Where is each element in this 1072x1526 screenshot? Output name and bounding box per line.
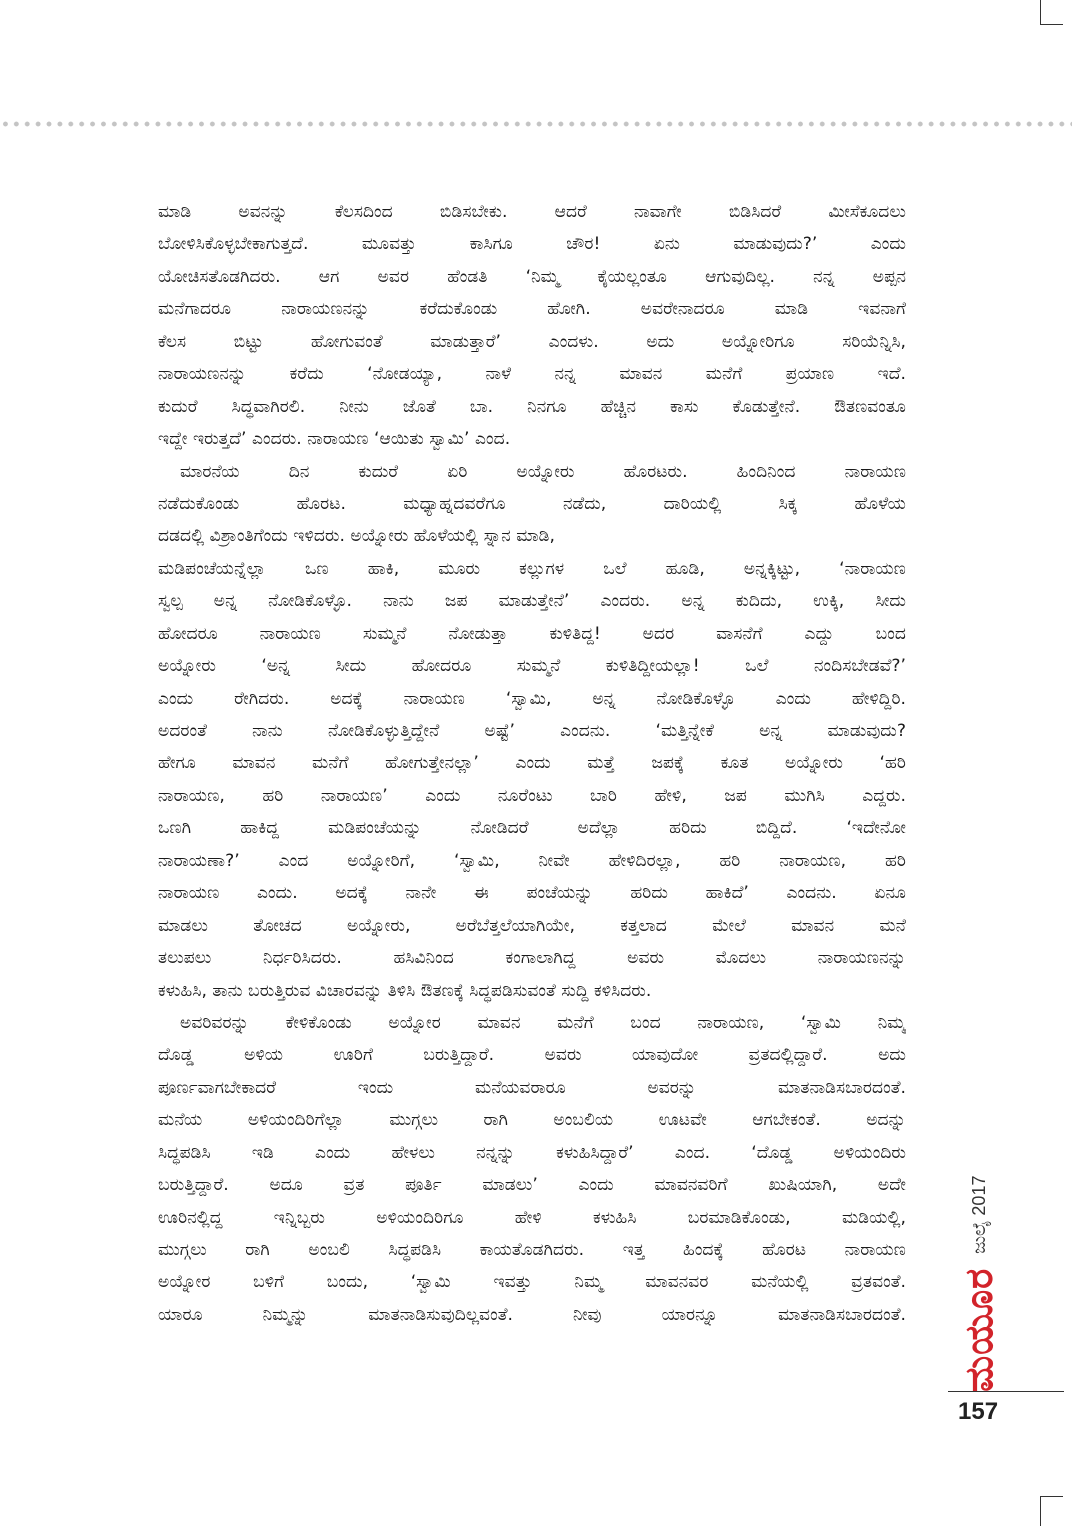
text-line: ಇದ್ದೇ ಇರುತ್ತದೆ’ ಎಂದರು. ನಾರಾಯಣ ‘ಆಯಿತು ಸ್ವಾಮಿ’ ಎಂದ. bbox=[158, 429, 511, 450]
text-line: ನಡೆದುಕೊಂಡು ಹೊರಟ. ಮಧ್ಯಾಹ್ನದವರೆಗೂ ನಡೆದು, ದಾರಿಯಲ್ಲಿ ಸಿಕ್ಕ ಹೊಳೆಯ bbox=[158, 493, 906, 514]
text-line: ಎಂದು ರೇಗಿದರು. ಅದಕ್ಕೆ ನಾರಾಯಣ ‘ಸ್ವಾಮಿ, ಅನ್ನ ನೋಡಿಕೊಳ್ಳೊ ಎಂದು ಹೇಳಿದ್ದಿರಿ. bbox=[158, 688, 906, 709]
crop-mark-bottom-right bbox=[1040, 1496, 1063, 1526]
text-line: ಮಾಡಿ ಅವನನ್ನು ಕೆಲಸದಿಂದ ಬಿಡಿಸಬೇಕು. ಆದರೆ ನಾವಾಗೇ ಬಿಡಿಸಿದರೆ ಮೀಸೆಕೂದಲು bbox=[158, 202, 906, 222]
text-line: ಮನೆಗಾದರೂ ನಾರಾಯಣನನ್ನು ಕರೆದುಕೊಂಡು ಹೋಗಿ. ಅವರೇನಾದರೂ ಮಾಡಿ ಇವನಾಗೆ bbox=[158, 299, 906, 320]
text-line: ಬರುತ್ತಿದ್ದಾರೆ. ಅದೂ ವ್ರತ ಪೂರ್ತಿ ಮಾಡಲು’ ಎಂದು ಮಾವನವರಿಗೆ ಖುಷಿಯಾಗಿ, ಅದೇ bbox=[158, 1175, 906, 1196]
text-line: ಹೋದರೂ ನಾರಾಯಣ ಸುಮ್ಮನೆ ನೋಡುತ್ತಾ ಕುಳಿತಿದ್ದ! ಅದರ ವಾಸನೆಗೆ ಎದ್ದು ಬಂದ bbox=[158, 623, 906, 644]
text-line: ಕಳುಹಿಸಿ, ತಾನು ಬರುತ್ತಿರುವ ವಿಚಾರವನ್ನು ತಿಳಿಸಿ ಔತಣಕ್ಕೆ ಸಿದ್ಧಪಡಿಸುವಂತೆ ಸುದ್ದಿ ಕಳಿಸಿದರು. bbox=[158, 980, 652, 1001]
text-line: ನಾರಾಯಣನನ್ನು ಕರೆದು ‘ನೋಡಯ್ಯಾ, ನಾಳೆ ನನ್ನ ಮಾವನ ಮನೆಗೆ ಪ್ರಯಾಣ ಇದೆ. bbox=[158, 364, 906, 385]
page-number-rule bbox=[948, 1391, 1064, 1392]
text-line: ಮಡಿಪಂಚೆಯನ್ನೆಲ್ಲಾ ಒಣ ಹಾಕಿ, ಮೂರು ಕಲ್ಲುಗಳ ಒಲೆ ಹೂಡಿ, ಅನ್ನಕ್ಕಿಟ್ಟು, ‘ನಾರಾಯಣ bbox=[158, 558, 906, 579]
article-body bbox=[158, 196, 906, 1331]
text-line: ಬೋಳಿಸಿಕೊಳ್ಳಬೇಕಾಗುತ್ತದೆ. ಮೂವತ್ತು ಕಾಸಿಗೂ ಚೌರ! ಏನು ಮಾಡುವುದು?’ ಎಂದು bbox=[158, 234, 906, 255]
magazine-logo: ಮಯೂರ bbox=[956, 1267, 1001, 1392]
text-line: ಅದರಂತೆ ನಾನು ನೋಡಿಕೊಳ್ಳುತ್ತಿದ್ದೇನೆ ಅಷ್ಟೆ’ ಎಂದನು. ‘ಮತ್ತಿನ್ನೇಕೆ ಅನ್ನ ಮಾಡುವುದು? bbox=[158, 721, 906, 741]
text-line: ಕುದುರೆ ಸಿದ್ಧವಾಗಿರಲಿ. ನೀನು ಜೊತೆ ಬಾ. ನಿನಗೂ ಹೆಚ್ಚಿನ ಕಾಸು ಕೊಡುತ್ತೇನೆ. ಔತಣವಂತೂ bbox=[158, 396, 906, 417]
text-line: ಒಣಗಿ ಹಾಕಿದ್ದ ಮಡಿಪಂಚೆಯನ್ನು ನೋಡಿದರೆ ಅದೆಲ್ಲಾ ಹರಿದು ಬಿದ್ದಿದೆ. ‘ಇದೇನೋ bbox=[158, 818, 906, 839]
issue-date: ಜುಲೈ 2017 bbox=[968, 1175, 989, 1254]
page-number: 157 bbox=[958, 1398, 999, 1425]
crop-mark-top-right bbox=[1040, 0, 1063, 25]
text-line: ಮುಗ್ಗಲು ರಾಗಿ ಅಂಬಲಿ ಸಿದ್ಧಪಡಿಸಿ ಕಾಯತೊಡಗಿದರು. ಇತ್ತ ಹಿಂದಕ್ಕೆ ಹೊರಟ ನಾರಾಯಣ bbox=[158, 1240, 906, 1260]
text-line: ಪೂರ್ಣವಾಗಬೇಕಾದರೆ ಇಂದು ಮನೆಯವರಾರೂ ಅವರನ್ನು ಮಾತನಾಡಿಸಬಾರದಂತೆ. bbox=[158, 1077, 906, 1098]
text-line: ಅಯ್ನೋರ ಬಳಿಗೆ ಬಂದು, ‘ಸ್ವಾಮಿ ಇವತ್ತು ನಿಮ್ಮ ಮಾವನವರ ಮನೆಯಲ್ಲಿ ವ್ರತವಂತೆ. bbox=[158, 1272, 906, 1293]
text-line: ಅವರಿವರನ್ನು ಕೇಳಿಕೊಂಡು ಅಯ್ನೋರ ಮಾವನ ಮನೆಗೆ ಬಂದ ನಾರಾಯಣ, ‘ಸ್ವಾಮಿ ನಿಮ್ಮ bbox=[180, 1012, 906, 1033]
text-line: ನಾರಾಯಣಾ?’ ಎಂದ ಅಯ್ನೋರಿಗೆ, ‘ಸ್ವಾಮಿ, ನೀವೇ ಹೇಳಿದಿರಲ್ಲಾ, ಹರಿ ನಾರಾಯಣ, ಹರಿ bbox=[158, 850, 906, 871]
text-line: ಹೇಗೂ ಮಾವನ ಮನೆಗೆ ಹೋಗುತ್ತೇನಲ್ಲಾ’ ಎಂದು ಮತ್ತೆ ಜಪಕ್ಕೆ ಕೂತ ಅಯ್ನೋರು ‘ಹರಿ bbox=[158, 753, 906, 774]
text-line: ಮನೆಯ ಅಳಿಯಂದಿರಿಗೆಲ್ಲಾ ಮುಗ್ಗಲು ರಾಗಿ ಅಂಬಲಿಯ ಊಟವೇ ಆಗಬೇಕಂತೆ. ಅದನ್ನು bbox=[158, 1110, 906, 1131]
text-line: ಸ್ವಲ್ಪ ಅನ್ನ ನೋಡಿಕೊಳ್ಳೊ. ನಾನು ಜಪ ಮಾಡುತ್ತೇನೆ’ ಎಂದರು. ಅನ್ನ ಕುದಿದು, ಉಕ್ಕಿ, ಸೀದು bbox=[158, 591, 906, 612]
text-line: ನಾರಾಯಣ ಎಂದು. ಅದಕ್ಕೆ ನಾನೇ ಈ ಪಂಚೆಯನ್ನು ಹರಿದು ಹಾಕಿದೆ’ ಎಂದನು. ಏನೂ bbox=[158, 883, 906, 904]
text-line: ದೊಡ್ಡ ಅಳಿಯ ಊರಿಗೆ ಬರುತ್ತಿದ್ದಾರೆ. ಅವರು ಯಾವುದೋ ವ್ರತದಲ್ಲಿದ್ದಾರೆ. ಅದು bbox=[158, 1045, 906, 1066]
text-line: ದಡದಲ್ಲಿ ವಿಶ್ರಾಂತಿಗೆಂದು ಇಳಿದರು. ಅಯ್ನೋರು ಹೊಳೆಯಲ್ಲಿ ಸ್ನಾನ ಮಾಡಿ, bbox=[158, 526, 555, 547]
text-line: ತಲುಪಲು ನಿರ್ಧರಿಸಿದರು. ಹಸಿವಿನಿಂದ ಕಂಗಾಲಾಗಿದ್ದ ಅವರು ಮೊದಲು ನಾರಾಯಣನನ್ನು bbox=[158, 948, 906, 969]
text-line: ಯಾರೂ ನಿಮ್ಮನ್ನು ಮಾತನಾಡಿಸುವುದಿಲ್ಲವಂತೆ. ನೀವು ಯಾರನ್ನೂ ಮಾತನಾಡಿಸಬಾರದಂತೆ. bbox=[158, 1304, 906, 1325]
text-line: ಸಿದ್ಧಪಡಿಸಿ ಇಡಿ ಎಂದು ಹೇಳಲು ನನ್ನನ್ನು ಕಳುಹಿಸಿದ್ದಾರೆ’ ಎಂದ. ‘ದೊಡ್ಡ ಅಳಿಯಂದಿರು bbox=[158, 1142, 906, 1163]
text-line: ನಾರಾಯಣ, ಹರಿ ನಾರಾಯಣ’ ಎಂದು ನೂರೆಂಟು ಬಾರಿ ಹೇಳಿ, ಜಪ ಮುಗಿಸಿ ಎದ್ದರು. bbox=[158, 785, 906, 806]
text-line: ಯೋಚಿಸತೊಡಗಿದರು. ಆಗ ಅವರ ಹೆಂಡತಿ ‘ನಿಮ್ಮ ಕೈಯಲ್ಲಂತೂ ಆಗುವುದಿಲ್ಲ. ನನ್ನ ಅಪ್ಪನ bbox=[158, 266, 906, 287]
magazine-sidebar bbox=[955, 1132, 1003, 1392]
text-line: ಅಯ್ನೋರು ‘ಅನ್ನ ಸೀದು ಹೋದರೂ ಸುಮ್ಮನೆ ಕುಳಿತಿದ್ದೀಯಲ್ಲಾ! ಒಲೆ ನಂದಿಸಬೇಡವೆ?’ bbox=[158, 656, 906, 677]
text-line: ಕೆಲಸ ಬಿಟ್ಟು ಹೋಗುವಂತೆ ಮಾಡುತ್ತಾರೆ’ ಎಂದಳು. ಅದು ಅಯ್ನೋರಿಗೂ ಸರಿಯೆನ್ನಿಸಿ, bbox=[158, 331, 906, 352]
text-line: ಮಾಡಲು ತೋಚದ ಅಯ್ನೋರು, ಅರೆಬೆತ್ತಲೆಯಾಗಿಯೇ, ಕತ್ತಲಾದ ಮೇಲೆ ಮಾವನ ಮನೆ bbox=[158, 915, 906, 936]
dotted-separator bbox=[0, 120, 1072, 128]
text-line: ಊರಿನಲ್ಲಿದ್ದ ಇನ್ನಿಬ್ಬರು ಅಳಿಯಂದಿರಿಗೂ ಹೇಳಿ ಕಳುಹಿಸಿ ಬರಮಾಡಿಕೊಂಡು, ಮಡಿಯಲ್ಲಿ, bbox=[158, 1207, 906, 1228]
text-line: ಮಾರನೆಯ ದಿನ ಕುದುರೆ ಏರಿ ಅಯ್ನೋರು ಹೊರಟರು. ಹಿಂದಿನಿಂದ ನಾರಾಯಣ bbox=[180, 461, 906, 482]
